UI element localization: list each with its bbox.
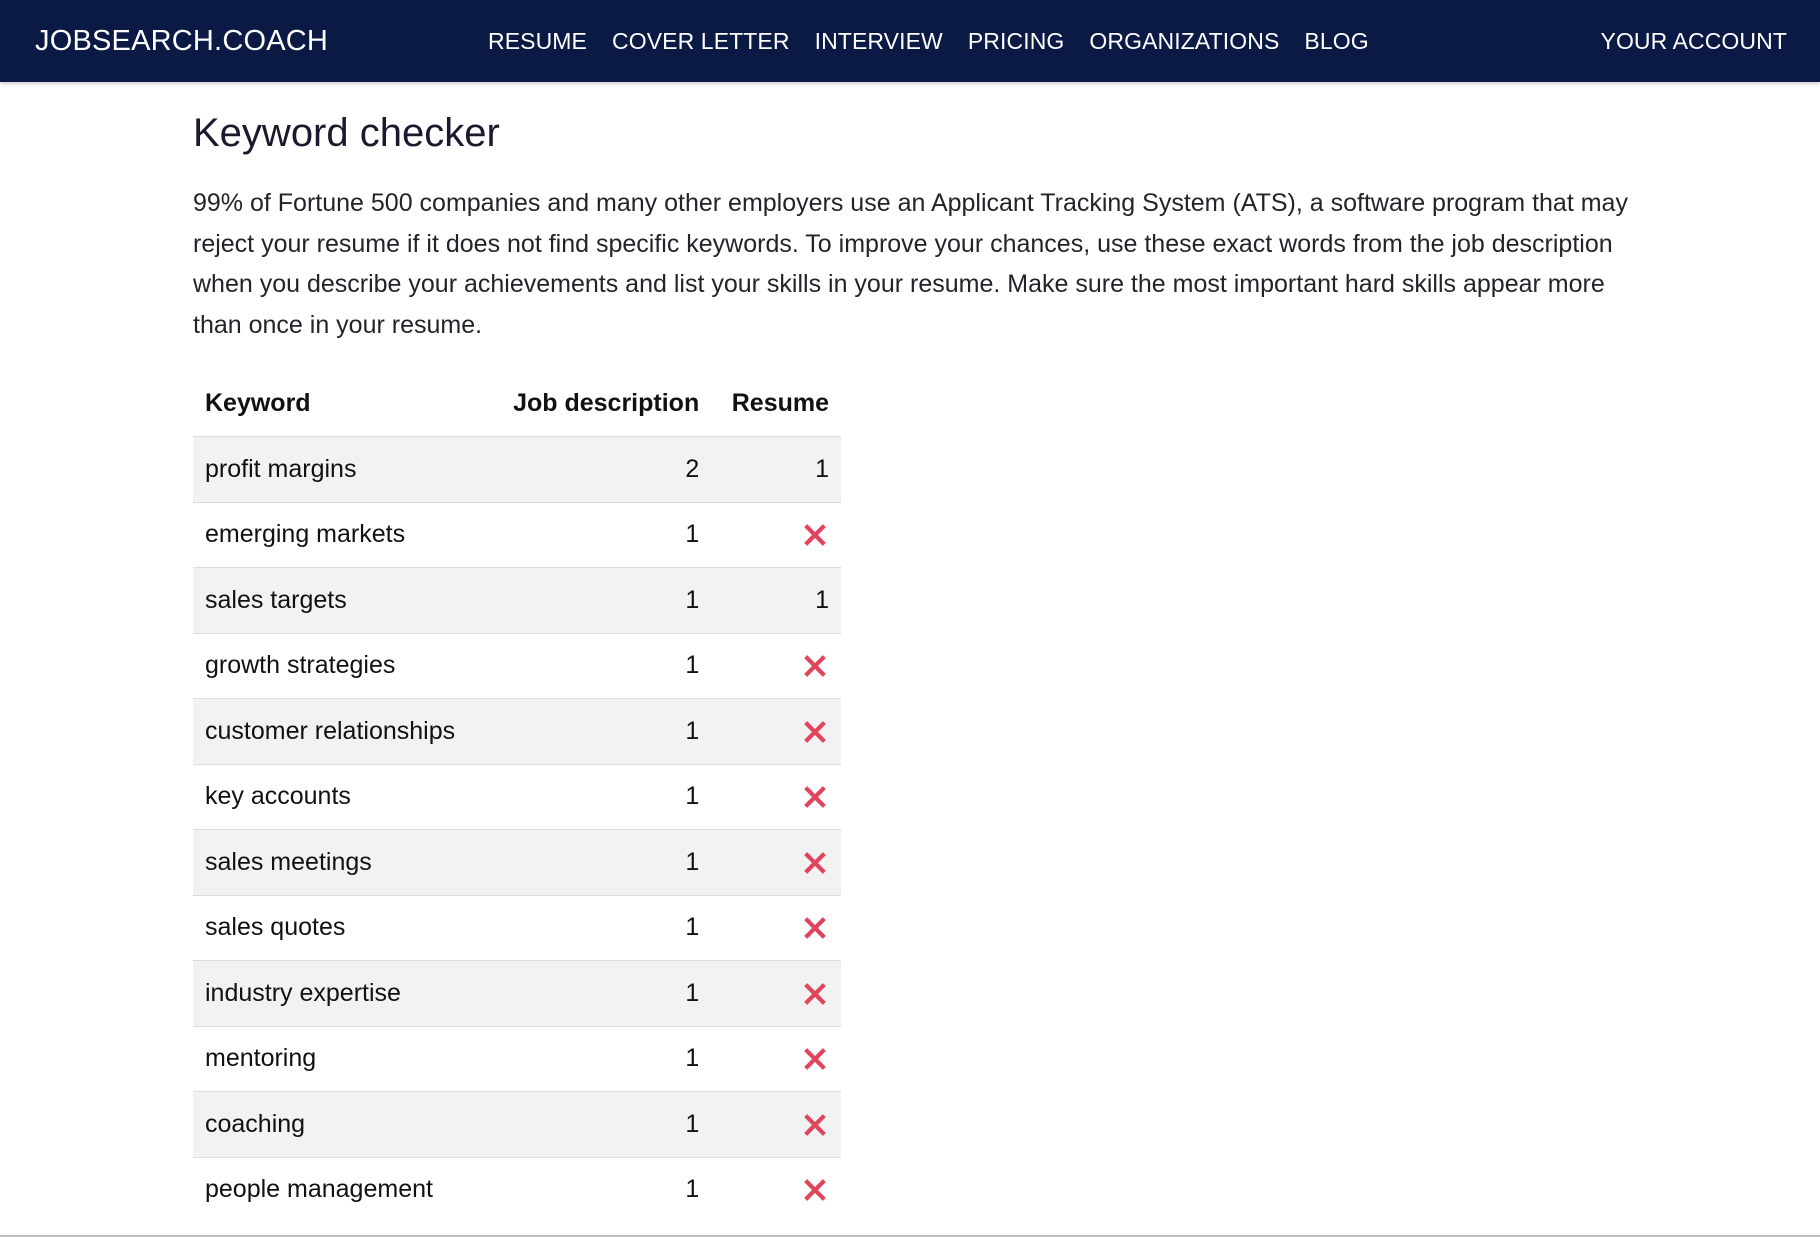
keyword-table-body: [193, 437, 841, 1223]
main-nav: [488, 0, 1369, 82]
nav-item-organizations[interactable]: ORGANIZATIONS: [1089, 27, 1280, 54]
resume-missing-cell: [711, 1026, 841, 1092]
resume-missing-cell: [711, 961, 841, 1027]
cross-icon: [801, 980, 829, 1008]
keyword-cell: people management: [193, 1157, 486, 1222]
job-description-count-cell: 1: [486, 699, 711, 765]
main-content: [193, 108, 1653, 1204]
cross-icon: [801, 914, 829, 942]
job-description-count-cell: 1: [486, 502, 711, 568]
intro-paragraph: 99% of Fortune 500 companies and many other employers use an Applicant Tracking System (ATS), a software program that may reject your resume if it does not find specific keywords. To improve your chances, use these exact words from the job description when you describe your achievements and list your skills in your resume. Make sure the most important hard skills appear more than once in your resume.: [193, 189, 1628, 339]
cross-icon: [801, 1111, 829, 1139]
resume-missing-cell: [711, 633, 841, 699]
resume-missing-cell: [711, 699, 841, 765]
header-resume: Resume: [711, 370, 841, 437]
table-row: [193, 830, 841, 896]
job-description-count-cell: 1: [486, 1092, 711, 1158]
header-job-description: Job description: [486, 370, 711, 437]
cross-icon: [801, 1176, 829, 1204]
cross-icon: [801, 521, 829, 549]
cross-icon: [801, 652, 829, 680]
table-row: [193, 764, 841, 830]
cross-icon: [801, 849, 829, 877]
resume-count-cell: 1: [711, 437, 841, 503]
keyword-cell: sales quotes: [193, 895, 486, 961]
keyword-cell: coaching: [193, 1092, 486, 1158]
job-description-count-cell: 1: [486, 895, 711, 961]
top-navbar: [0, 0, 1820, 82]
keyword-cell: growth strategies: [193, 633, 486, 699]
table-row: [193, 1026, 841, 1092]
header-keyword: Keyword: [193, 370, 486, 437]
keyword-cell: sales targets: [193, 568, 486, 634]
nav-item-interview[interactable]: INTERVIEW: [814, 27, 943, 54]
resume-missing-cell: [711, 830, 841, 896]
brand-logo-link[interactable]: JOBSEARCH.COACH: [35, 25, 329, 57]
job-description-count-cell: 1: [486, 568, 711, 634]
your-account-link[interactable]: YOUR ACCOUNT: [1600, 28, 1787, 54]
keyword-cell: sales meetings: [193, 830, 486, 896]
job-description-count-cell: 1: [486, 1157, 711, 1222]
keyword-cell: profit margins: [193, 437, 486, 503]
job-description-count-cell: 1: [486, 633, 711, 699]
resume-missing-cell: [711, 895, 841, 961]
table-row: [193, 1092, 841, 1158]
resume-missing-cell: [711, 502, 841, 568]
keyword-cell: industry expertise: [193, 961, 486, 1027]
job-description-count-cell: 1: [486, 764, 711, 830]
page-title: Keyword checker: [193, 111, 500, 155]
job-description-count-cell: 1: [486, 961, 711, 1027]
table-row: [193, 1157, 841, 1222]
cross-icon: [801, 783, 829, 811]
keyword-cell: emerging markets: [193, 502, 486, 568]
keyword-cell: key accounts: [193, 764, 486, 830]
resume-count-cell: 1: [711, 568, 841, 634]
nav-item-resume[interactable]: RESUME: [488, 27, 588, 54]
job-description-count-cell: 1: [486, 830, 711, 896]
cross-icon: [801, 718, 829, 746]
nav-item-pricing[interactable]: PRICING: [967, 27, 1065, 54]
table-row: [193, 633, 841, 699]
keyword-table: [193, 370, 841, 1222]
table-row: [193, 568, 841, 634]
table-row: [193, 961, 841, 1027]
table-header-row: [193, 370, 841, 437]
nav-item-cover-letter[interactable]: COVER LETTER: [612, 27, 790, 54]
table-row: [193, 699, 841, 765]
resume-missing-cell: [711, 1157, 841, 1222]
resume-missing-cell: [711, 764, 841, 830]
table-row: [193, 437, 841, 503]
cross-icon: [801, 1045, 829, 1073]
job-description-count-cell: 2: [486, 437, 711, 503]
job-description-count-cell: 1: [486, 1026, 711, 1092]
keyword-cell: mentoring: [193, 1026, 486, 1092]
resume-missing-cell: [711, 1092, 841, 1158]
keyword-cell: customer relationships: [193, 699, 486, 765]
nav-item-blog[interactable]: BLOG: [1304, 27, 1369, 54]
table-row: [193, 895, 841, 961]
table-row: [193, 502, 841, 568]
